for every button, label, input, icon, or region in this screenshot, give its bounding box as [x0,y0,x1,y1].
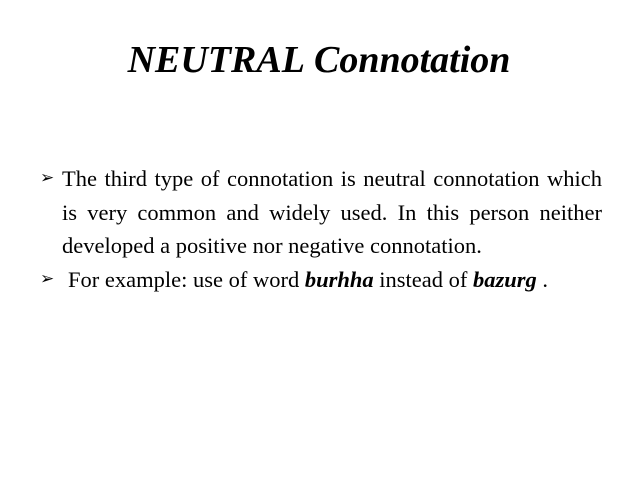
example-text-middle: instead of [379,266,468,292]
example-text-before: For example: use of word [68,266,300,292]
example-keyword-burhha: burhha [304,266,374,292]
bullet-item-definition [42,162,602,263]
slide-title [0,36,638,84]
title-part-connotation: Connotation [313,39,511,81]
title-part-neutral: NEUTRAL [127,39,305,81]
arrow-bullet-icon: ➢ [40,168,55,188]
bullet-item-example [42,263,602,297]
arrow-bullet-icon: ➢ [40,268,55,289]
bullet-list [42,162,602,296]
example-text-after: . [542,266,549,292]
example-keyword-bazurg: bazurg [472,266,537,292]
bullet-text: The third type of connotation is neutral connotation which is very common and widely used. In this person neither developed a positive nor negative connotation. [62,166,602,258]
